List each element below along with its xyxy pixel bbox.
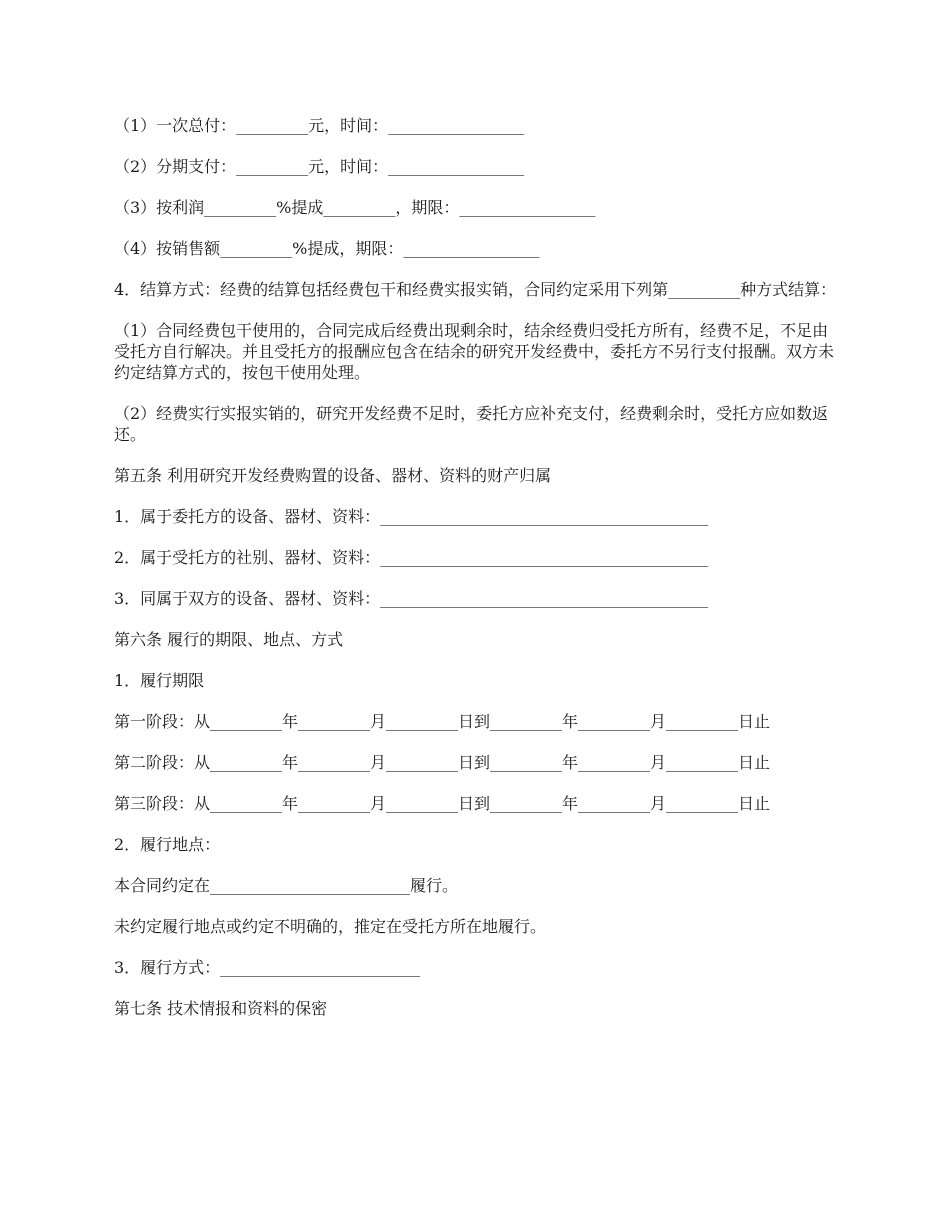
property-joint: 3．同属于双方的设备、器材、资料：_________________________________________ <box>114 589 709 608</box>
performance-method: 3．履行方式：_________________________ <box>114 958 421 977</box>
payment-lump-sum: （1）一次总付：_________元，时间：_________________ <box>114 116 525 135</box>
payment-installment: （2）分期支付：_________元，时间：_________________ <box>114 157 525 176</box>
performance-place-default: 未约定履行地点或约定不明确的，推定在受托方所在地履行。 <box>114 917 547 936</box>
performance-place-heading: 2．履行地点： <box>114 835 221 854</box>
property-client: 1．属于委托方的设备、器材、资料：_________________________________________ <box>114 507 709 526</box>
performance-period-heading: 1．履行期限 <box>114 671 205 690</box>
stage-1: 第一阶段：从_________年_________月_________日到_________年_________月_________日止 <box>114 712 771 731</box>
payment-profit-share: （3）按利润_________%提成_________，期限：_________________ <box>114 198 596 217</box>
document-body <box>114 115 840 1039</box>
article-7-heading: 第七条 技术情报和资料的保密 <box>114 999 328 1018</box>
stage-3: 第三阶段：从_________年_________月_________日到_________年_________月_________日止 <box>114 794 771 813</box>
stage-2: 第二阶段：从_________年_________月_________日到_________年_________月_________日止 <box>114 753 771 772</box>
payment-sales-share: （4）按销售额_________%提成，期限：_________________ <box>114 239 540 258</box>
performance-place: 本合同约定在_________________________履行。 <box>114 876 459 895</box>
settlement-option-lump: （1）合同经费包干使用的，合同完成后经费出现剩余时，结余经费归受托方所有，经费不足，不足由受托方自行解决。并且受托方的报酬应包含在结余的研究开发经费中，委托方不另行支付报酬。双方未约定结算方式的，按包干使用处理。 <box>114 321 835 382</box>
settlement-option-actual: （2）经费实行实报实销的，研究开发经费不足时，委托方应补充支付，经费剩余时，受托方应如数返还。 <box>114 404 829 444</box>
article-5-heading: 第五条 利用研究开发经费购置的设备、器材、资料的财产归属 <box>114 466 552 485</box>
property-contractor: 2．属于受托方的社别、器材、资料：_________________________________________ <box>114 548 709 567</box>
settlement-method: 4．结算方式：经费的结算包括经费包干和经费实报实销，合同约定采用下列第_________种方式结算： <box>114 280 837 299</box>
article-6-heading: 第六条 履行的期限、地点、方式 <box>114 630 344 649</box>
